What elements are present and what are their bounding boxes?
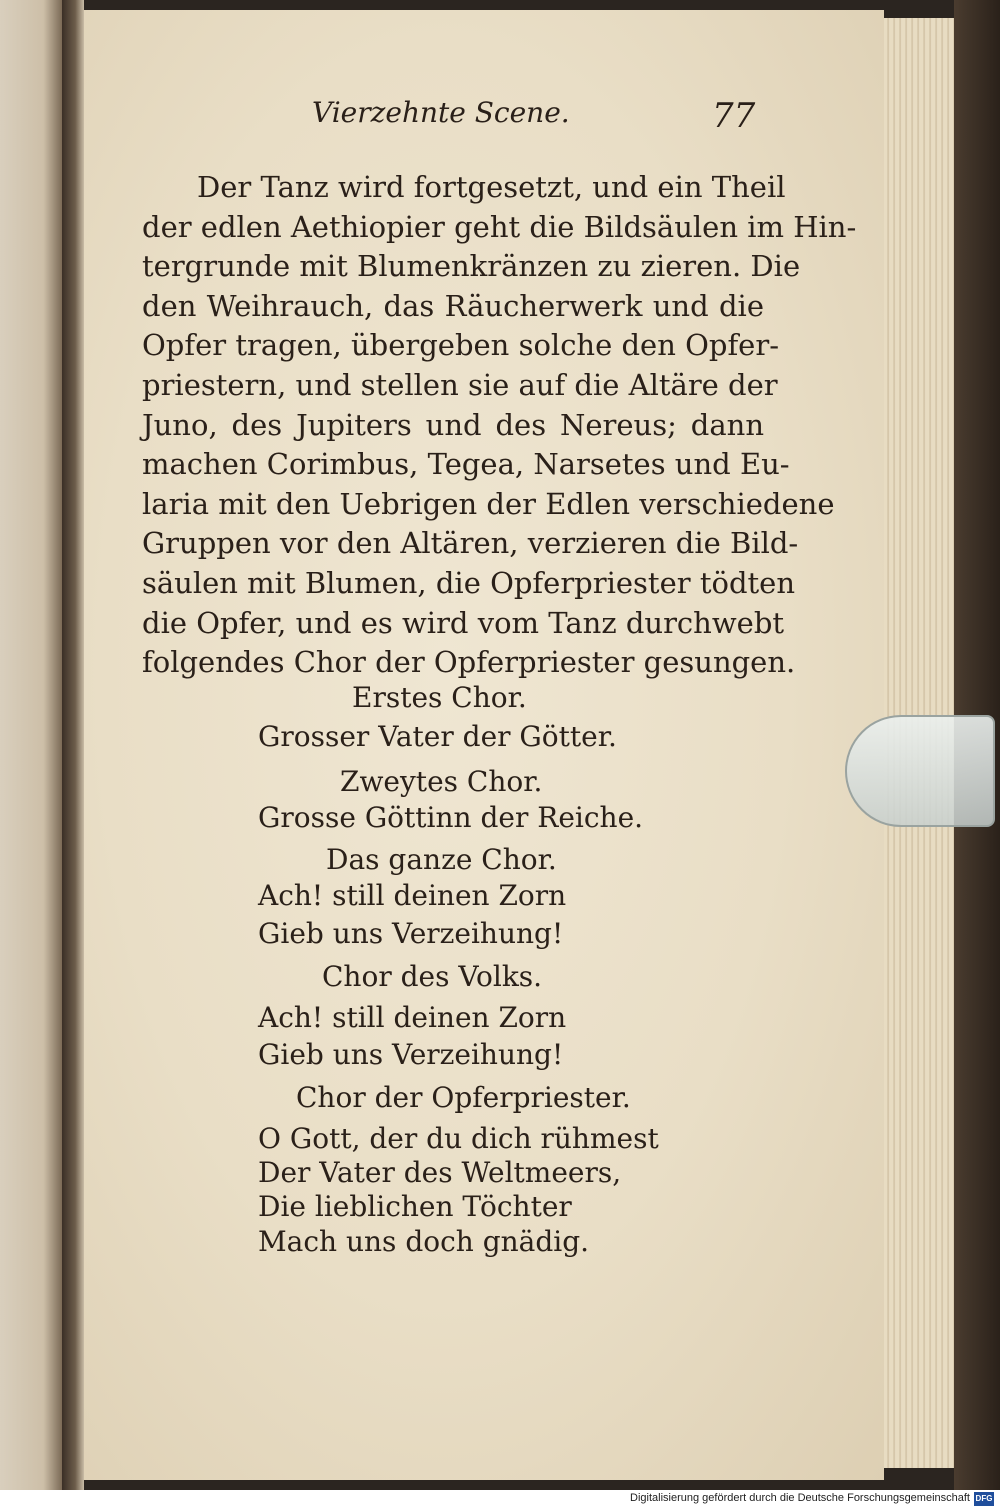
chorus-line: Mach uns doch gnädig. (258, 1225, 590, 1258)
book-gutter (62, 0, 84, 1509)
chorus-heading: Chor des Volks. (322, 960, 543, 993)
paragraph-line: Gruppen vor den Altären, verzieren die Bild- (142, 526, 799, 561)
chorus-line: Der Vater des Weltmeers, (258, 1156, 622, 1189)
paragraph-line: folgendes Chor der Opferpriester gesungen. (142, 645, 796, 680)
chorus-line: Grosse Göttinn der Reiche. (258, 801, 644, 834)
chorus-line: Gieb uns Verzeihung! (258, 1038, 564, 1071)
paragraph-line: priestern, und stellen sie auf die Altäre der (142, 367, 778, 402)
chorus-heading: Zweytes Chor. (340, 765, 543, 798)
paragraph-line: machen Corimbus, Tegea, Narsetes und Eu- (142, 447, 790, 482)
paragraph-line: säulen mit Blumen, die Opferpriester tödten (142, 565, 795, 600)
paragraph-line: Der Tanz wird fortgesetzt, und ein Theil (197, 170, 786, 204)
facing-page-edge (0, 0, 62, 1509)
bookmark-clip (845, 715, 995, 827)
chorus-heading: Erstes Chor. (352, 681, 527, 714)
chorus-line: Ach! still deinen Zorn (258, 879, 567, 912)
digitization-credit: Digitalisierung gefördert durch die Deutsche Forschungsgemeinschaft (630, 1492, 970, 1504)
page-number: 77 (712, 96, 756, 136)
chorus-line: Grosser Vater der Götter. (258, 720, 617, 753)
paragraph-line: Juno, des Jupiters und des Nereus; dann (142, 407, 764, 442)
stage-direction-paragraph (142, 168, 857, 683)
paragraph-line: den Weihrauch, das Räucherwerk und die (142, 288, 764, 323)
running-header: Vierzehnte Scene. (312, 96, 570, 129)
paragraph-line: laria mit den Uebrigen der Edlen verschiedene (142, 486, 835, 521)
dfg-logo-icon: DFG (974, 1492, 994, 1506)
paragraph-line: der edlen Aethiopier geht die Bildsäulen im Hin- (142, 209, 857, 244)
chorus-heading: Das ganze Chor. (326, 843, 557, 876)
paragraph-line: die Opfer, und es wird vom Tanz durchwebt (142, 605, 785, 640)
chorus-line: Gieb uns Verzeihung! (258, 917, 564, 950)
chorus-line: Ach! still deinen Zorn (258, 1001, 567, 1034)
paragraph-line: Opfer tragen, übergeben solche den Opfer- (142, 328, 780, 363)
chorus-line: O Gott, der du dich rühmest (258, 1122, 659, 1155)
chorus-line: Die lieblichen Töchter (258, 1190, 572, 1223)
paragraph-line: tergrunde mit Blumenkränzen zu zieren. Die (142, 249, 801, 284)
chorus-heading: Chor der Opferpriester. (296, 1081, 631, 1114)
